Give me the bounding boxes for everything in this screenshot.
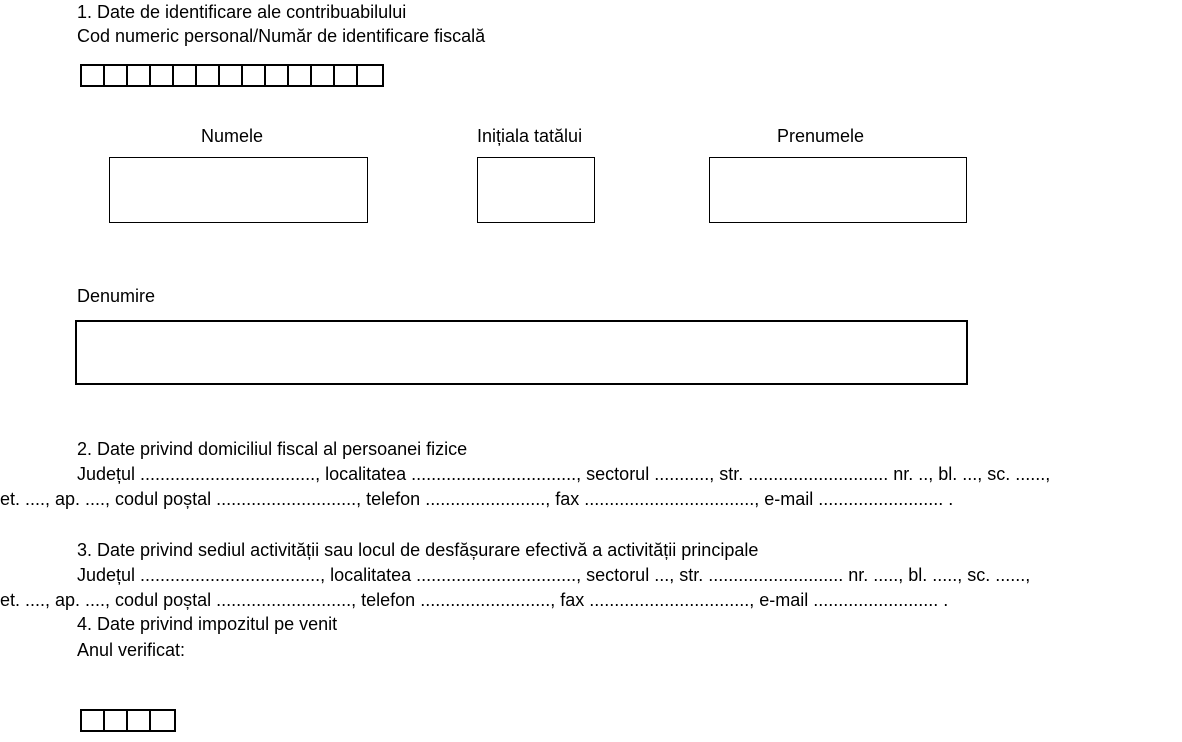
cnp-cell[interactable] [105,66,128,85]
section2-heading: 2. Date privind domiciliul fiscal al persoanei fizice [77,439,468,459]
cnp-cell[interactable] [312,66,335,85]
denumire-field[interactable] [75,320,968,385]
anul-cell[interactable] [128,711,151,730]
anul-verificat-label: Anul verificat: [77,640,186,660]
initiala-tatalui-label: Inițiala tatălui [477,126,583,146]
cnp-label: Cod numeric personal/Număr de identificare fiscală [77,26,486,46]
cnp-cell[interactable] [82,66,105,85]
section3-address-line2: et. ...., ap. ...., codul poștal ..........................., telefon .........................., fax ................................, e-mail ......................... . [0,590,949,610]
cnp-cell[interactable] [174,66,197,85]
section2-address-line2: et. ...., ap. ...., codul poștal ............................, telefon ........................, fax .................................., e-mail ......................... . [0,489,954,509]
numele-label: Numele [201,126,264,146]
prenumele-label: Prenumele [777,126,865,146]
cnp-cell[interactable] [151,66,174,85]
numele-field[interactable] [109,157,368,223]
cnp-cell[interactable] [128,66,151,85]
cnp-cell[interactable] [197,66,220,85]
cnp-cell[interactable] [289,66,312,85]
section2-address-line1: Județul ..................................., localitatea ................................., sectorul ..........., str. ............................ nr. .., bl. ..., sc. ......, [77,464,1051,484]
cnp-cell[interactable] [243,66,266,85]
denumire-label: Denumire [77,286,156,306]
initiala-tatalui-field[interactable] [477,157,595,223]
section3-address-line1: Județul ...................................., localitatea ................................, sectorul ..., str. ........................... nr. ....., bl. ....., sc. ......, [77,565,1031,585]
anul-cell[interactable] [151,711,174,730]
section1-heading: 1. Date de identificare ale contribuabilului [77,2,407,22]
section4-heading: 4. Date privind impozitul pe venit [77,614,338,634]
cnp-cell[interactable] [358,66,381,85]
anul-verificat-input-cells[interactable] [80,709,176,732]
cnp-cell[interactable] [266,66,289,85]
anul-cell[interactable] [105,711,128,730]
section3-heading: 3. Date privind sediul activității sau locul de desfășurare efectivă a activității principale [77,540,759,560]
prenumele-field[interactable] [709,157,967,223]
cnp-cell[interactable] [335,66,358,85]
cnp-cell[interactable] [220,66,243,85]
anul-cell[interactable] [82,711,105,730]
cnp-input-cells[interactable] [80,64,384,87]
